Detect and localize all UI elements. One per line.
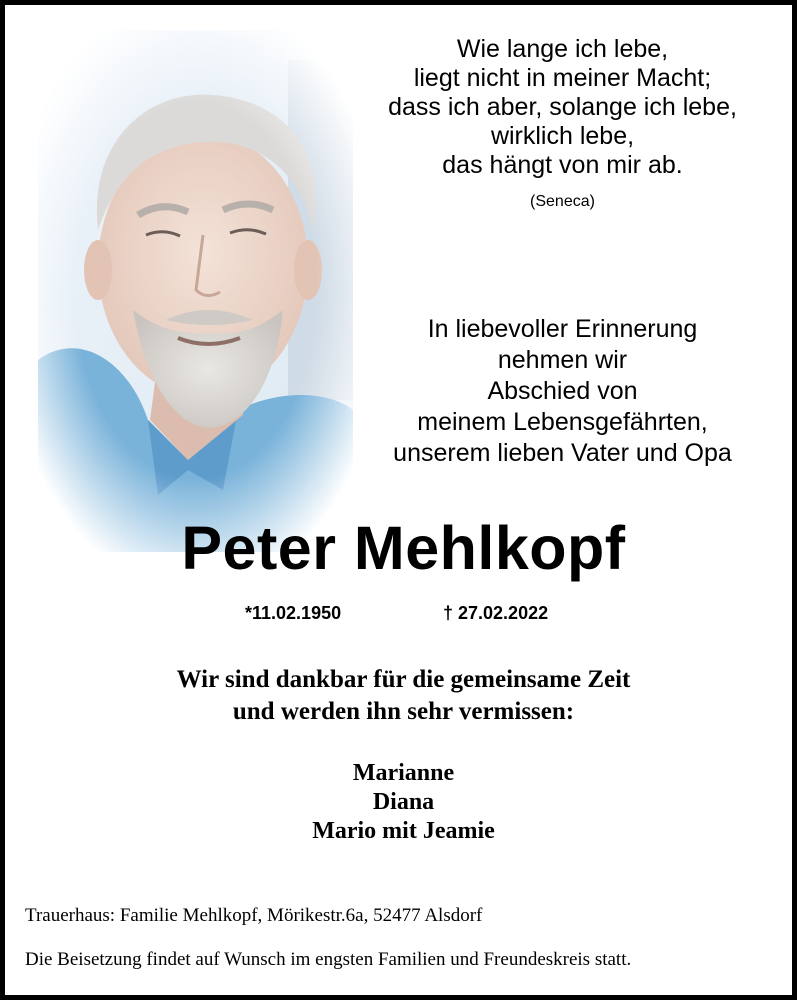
birth-date: *11.02.1950 [245, 603, 342, 623]
family-member: Marianne [352, 760, 455, 786]
quote-line: Wie lange ich lebe, [456, 35, 669, 63]
thanks-text [5, 664, 797, 728]
family-member: Diana [372, 789, 435, 815]
remembrance-line: meinem Lebensgefährten, [417, 408, 708, 436]
thanks-line: Wir sind dankbar für die gemeinsame Zeit [176, 666, 631, 693]
family-names [5, 759, 797, 846]
quote-line: wirklich lebe, [490, 122, 635, 150]
mourning-house-address: Trauerhaus: Familie Mehlkopf, Mörikestr.6a, 52477 Alsdorf [25, 905, 483, 926]
quote-line: dass ich aber, solange ich lebe, [388, 93, 737, 121]
quote-line: das hängt von mir ab. [442, 151, 683, 179]
deceased-name: Peter Mehlkopf [181, 514, 626, 582]
death-date: † 27.02.2022 [443, 603, 549, 623]
quote-line: liegt nicht in meiner Macht; [413, 64, 712, 92]
remembrance-line: nehmen wir [497, 346, 628, 374]
remembrance-line: Abschied von [487, 377, 638, 405]
family-member: Mario mit Jeamie [312, 818, 495, 844]
remembrance-line: In liebevoller Erinnerung [427, 315, 698, 343]
quote-author: (Seneca) [530, 193, 595, 210]
quote-text [365, 35, 760, 180]
remembrance-line: unserem lieben Vater und Opa [393, 439, 732, 467]
portrait-photo [38, 30, 353, 552]
remembrance-text [360, 314, 765, 469]
burial-note: Die Beisetzung findet auf Wunsch im engsten Familien und Freundeskreis statt. [25, 949, 632, 970]
thanks-line: und werden ihn sehr vermissen: [232, 698, 575, 725]
